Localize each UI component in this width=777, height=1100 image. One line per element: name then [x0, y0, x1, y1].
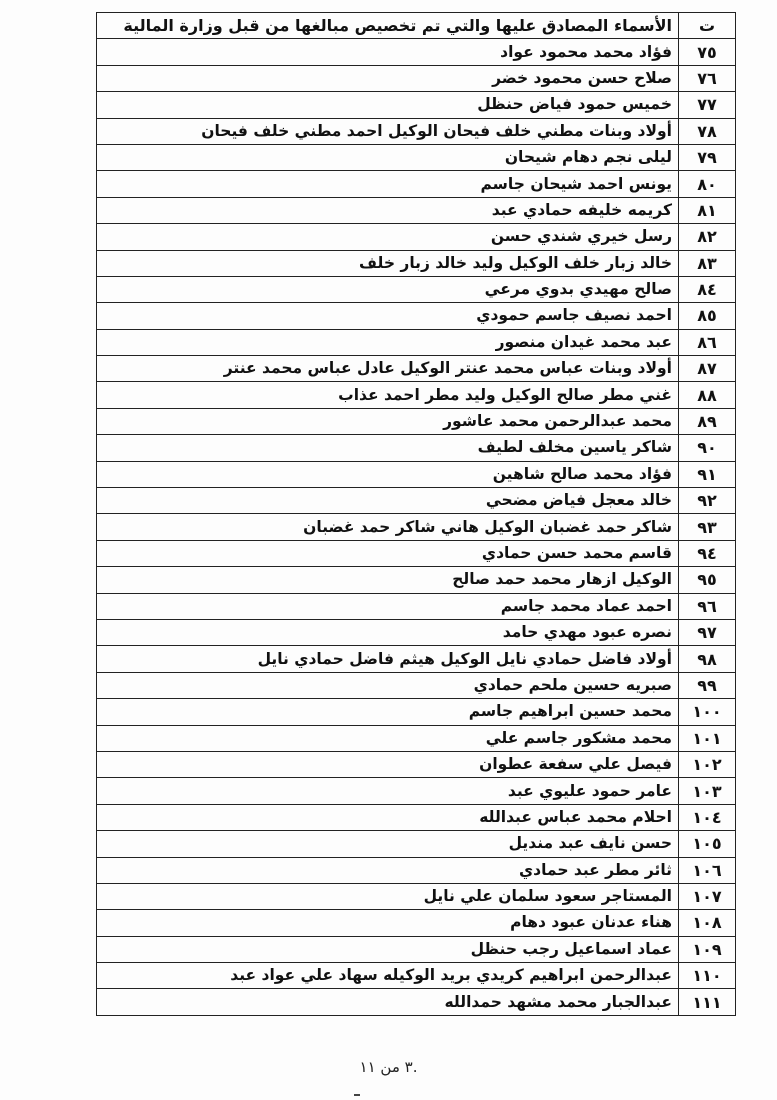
page-number: .٣ من ١١ [359, 1058, 418, 1076]
table-row [97, 672, 736, 698]
row-name: فيصل علي سفعة عطوان [97, 751, 679, 777]
table-row [97, 461, 736, 487]
names-table [96, 12, 736, 1016]
table-row [97, 514, 736, 540]
row-name: فؤاد محمد صالح شاهين [97, 461, 679, 487]
row-name: حسن نايف عبد منديل [97, 831, 679, 857]
row-number: ١٠٢ [679, 751, 736, 777]
table-row [97, 329, 736, 355]
table-row [97, 593, 736, 619]
table-row [97, 92, 736, 118]
row-name: الوكيل ازهار محمد حمد صالح [97, 567, 679, 593]
row-name: خالد معجل فياض مضحي [97, 488, 679, 514]
row-number: ٨٦ [679, 329, 736, 355]
table-row [97, 224, 736, 250]
row-name: محمد مشكور جاسم علي [97, 725, 679, 751]
row-name: فؤاد محمد محمود عواد [97, 39, 679, 65]
row-number: ١٠٣ [679, 778, 736, 804]
row-number: ٩٥ [679, 567, 736, 593]
table-row [97, 488, 736, 514]
row-name: أولاد وبنات عباس محمد عنتر الوكيل عادل عباس محمد عنتر [97, 356, 679, 382]
table-row [97, 910, 736, 936]
row-number: ٩٩ [679, 672, 736, 698]
row-number: ١٠٠ [679, 699, 736, 725]
table-row [97, 276, 736, 302]
table-row [97, 699, 736, 725]
table-row [97, 144, 736, 170]
row-number: ٨٠ [679, 171, 736, 197]
row-number: ١١١ [679, 989, 736, 1015]
table-body [97, 39, 736, 1015]
row-number: ١٠٤ [679, 804, 736, 830]
row-number: ١١٠ [679, 963, 736, 989]
table-row [97, 356, 736, 382]
scan-mark [354, 1094, 360, 1096]
table-row [97, 989, 736, 1015]
row-number: ٩٣ [679, 514, 736, 540]
row-name: شاكر ياسين مخلف لطيف [97, 435, 679, 461]
row-number: ٧٥ [679, 39, 736, 65]
row-name: ثائر مطر عبد حمادي [97, 857, 679, 883]
table-row [97, 435, 736, 461]
row-number: ٨٤ [679, 276, 736, 302]
column-header-number: ت [679, 13, 736, 39]
table-row [97, 804, 736, 830]
row-name: أولاد وبنات مطني خلف فيحان الوكيل احمد مطني خلف فيحان [97, 118, 679, 144]
row-name: صلاح حسن محمود خضر [97, 65, 679, 91]
row-number: ٨١ [679, 197, 736, 223]
column-header-names: الأسماء المصادق عليها والتي تم تخصيص مبالغها من قبل وزارة المالية [97, 13, 679, 39]
row-name: صبريه حسين ملحم حمادي [97, 672, 679, 698]
row-number: ٩١ [679, 461, 736, 487]
row-name: قاسم محمد حسن حمادي [97, 540, 679, 566]
row-number: ١٠١ [679, 725, 736, 751]
table-row [97, 725, 736, 751]
row-name: شاكر حمد غضبان الوكيل هاني شاكر حمد غضبان [97, 514, 679, 540]
table-row [97, 963, 736, 989]
row-name: هناء عدنان عبود دهام [97, 910, 679, 936]
row-name: كريمه خليفه حمادي عبد [97, 197, 679, 223]
row-number: ١٠٥ [679, 831, 736, 857]
table-row [97, 250, 736, 276]
table-row [97, 540, 736, 566]
table-row [97, 883, 736, 909]
row-name: عماد اسماعيل رجب حنظل [97, 936, 679, 962]
row-name: ليلى نجم دهام شيحان [97, 144, 679, 170]
row-number: ٩٨ [679, 646, 736, 672]
table-row [97, 778, 736, 804]
row-number: ٩٧ [679, 619, 736, 645]
row-name: عبدالجبار محمد مشهد حمدالله [97, 989, 679, 1015]
table-row [97, 831, 736, 857]
row-number: ٨٨ [679, 382, 736, 408]
row-number: ٨٢ [679, 224, 736, 250]
table-row [97, 382, 736, 408]
row-name: أولاد فاضل حمادي نايل الوكيل هيثم فاضل حمادي نايل [97, 646, 679, 672]
row-name: احمد نصيف جاسم حمودي [97, 303, 679, 329]
row-number: ١٠٦ [679, 857, 736, 883]
row-name: المستاجر سعود سلمان علي نايل [97, 883, 679, 909]
row-name: غني مطر صالح الوكيل وليد مطر احمد عذاب [97, 382, 679, 408]
row-name: صالح مهيدي بدوي مرعي [97, 276, 679, 302]
row-name: احلام محمد عباس عبدالله [97, 804, 679, 830]
row-name: خميس حمود فياض حنظل [97, 92, 679, 118]
table-row [97, 197, 736, 223]
table-row [97, 751, 736, 777]
row-name: خالد زبار خلف الوكيل وليد خالد زبار خلف [97, 250, 679, 276]
row-name: احمد عماد محمد جاسم [97, 593, 679, 619]
row-name: عبدالرحمن ابراهيم كريدي بريد الوكيله سهاد علي عواد عبد [97, 963, 679, 989]
table-row [97, 118, 736, 144]
row-name: نصره عبود مهدي حامد [97, 619, 679, 645]
table-row [97, 567, 736, 593]
row-number: ١٠٩ [679, 936, 736, 962]
row-number: ٧٨ [679, 118, 736, 144]
row-name: محمد عبدالرحمن محمد عاشور [97, 408, 679, 434]
table-row [97, 408, 736, 434]
table-row [97, 857, 736, 883]
row-number: ٩٠ [679, 435, 736, 461]
row-number: ٩٦ [679, 593, 736, 619]
table-row [97, 65, 736, 91]
row-number: ٨٩ [679, 408, 736, 434]
table-row [97, 303, 736, 329]
row-number: ٧٦ [679, 65, 736, 91]
row-name: عامر حمود عليوي عبد [97, 778, 679, 804]
row-name: محمد حسين ابراهيم جاسم [97, 699, 679, 725]
row-name: يونس احمد شيحان جاسم [97, 171, 679, 197]
row-number: ١٠٨ [679, 910, 736, 936]
row-number: ١٠٧ [679, 883, 736, 909]
row-name: رسل خيري شندي حسن [97, 224, 679, 250]
row-number: ٨٣ [679, 250, 736, 276]
row-number: ٩٤ [679, 540, 736, 566]
row-name: عبد محمد غيدان منصور [97, 329, 679, 355]
table-row [97, 619, 736, 645]
row-number: ٧٩ [679, 144, 736, 170]
row-number: ٩٢ [679, 488, 736, 514]
row-number: ٨٥ [679, 303, 736, 329]
table-row [97, 39, 736, 65]
row-number: ٨٧ [679, 356, 736, 382]
table-row [97, 171, 736, 197]
table-row [97, 646, 736, 672]
table-row [97, 936, 736, 962]
table-header-row [97, 13, 736, 39]
row-number: ٧٧ [679, 92, 736, 118]
